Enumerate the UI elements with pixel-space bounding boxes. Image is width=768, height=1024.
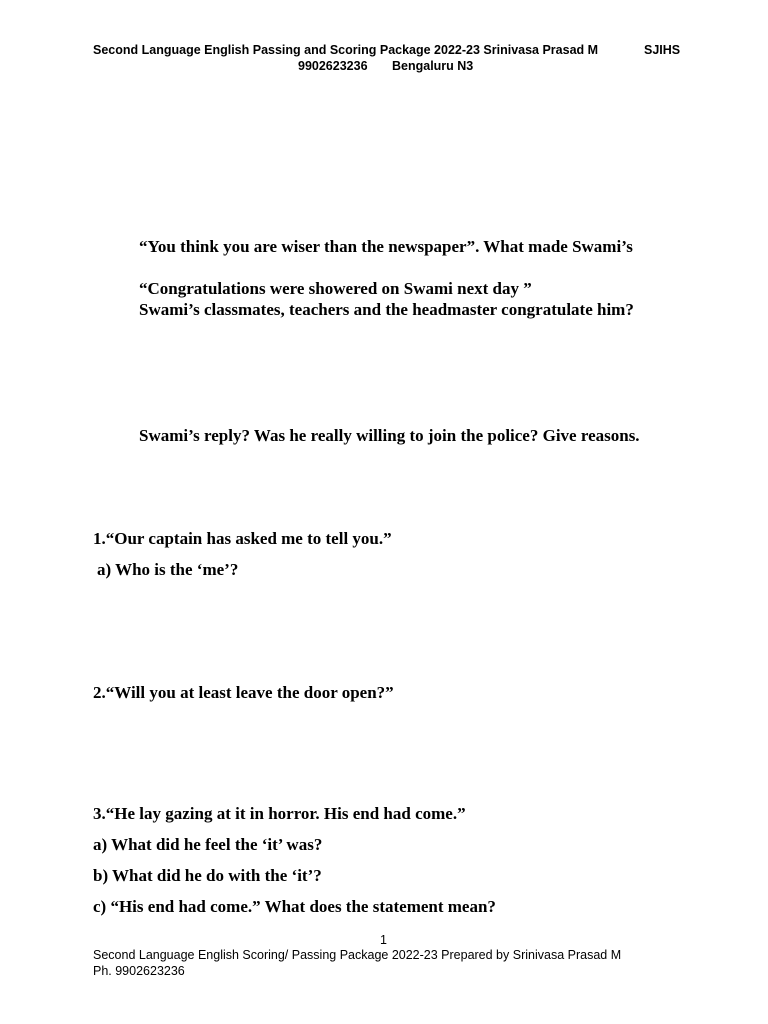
body-line-2: “Congratulations were showered on Swami next day ” xyxy=(139,279,532,298)
footer-line-1: Second Language English Scoring/ Passing Package 2022-23 Prepared by Srinivasa Prasad M xyxy=(93,948,622,962)
question-1a: a) Who is the ‘me’? xyxy=(97,560,239,579)
question-3b: b) What did he do with the ‘it’? xyxy=(93,866,322,885)
header-school: SJIHS xyxy=(644,43,681,57)
question-3c: c) “His end had come.” What does the statement mean? xyxy=(93,897,496,916)
question-3a: a) What did he feel the ‘it’ was? xyxy=(93,835,323,854)
body-line-4: Swami’s reply? Was he really willing to join the police? Give reasons. xyxy=(139,426,640,445)
question-1: 1.“Our captain has asked me to tell you.” xyxy=(93,529,392,548)
question-2: 2.“Will you at least leave the door open?” xyxy=(93,683,394,702)
header-location: Bengaluru N3 xyxy=(392,59,474,73)
body-line-1: “You think you are wiser than the newspaper”. What made Swami’s xyxy=(139,237,633,256)
question-3: 3.“He lay gazing at it in horror. His end had come.” xyxy=(93,804,466,823)
body-line-3: Swami’s classmates, teachers and the headmaster congratulate him? xyxy=(139,300,634,319)
header-phone: 9902623236 xyxy=(298,59,368,73)
header-title: Second Language English Passing and Scoring Package 2022-23 Srinivasa Prasad M xyxy=(93,43,599,57)
footer-line-2: Ph. 9902623236 xyxy=(93,964,185,978)
page-number: 1 xyxy=(380,933,387,947)
